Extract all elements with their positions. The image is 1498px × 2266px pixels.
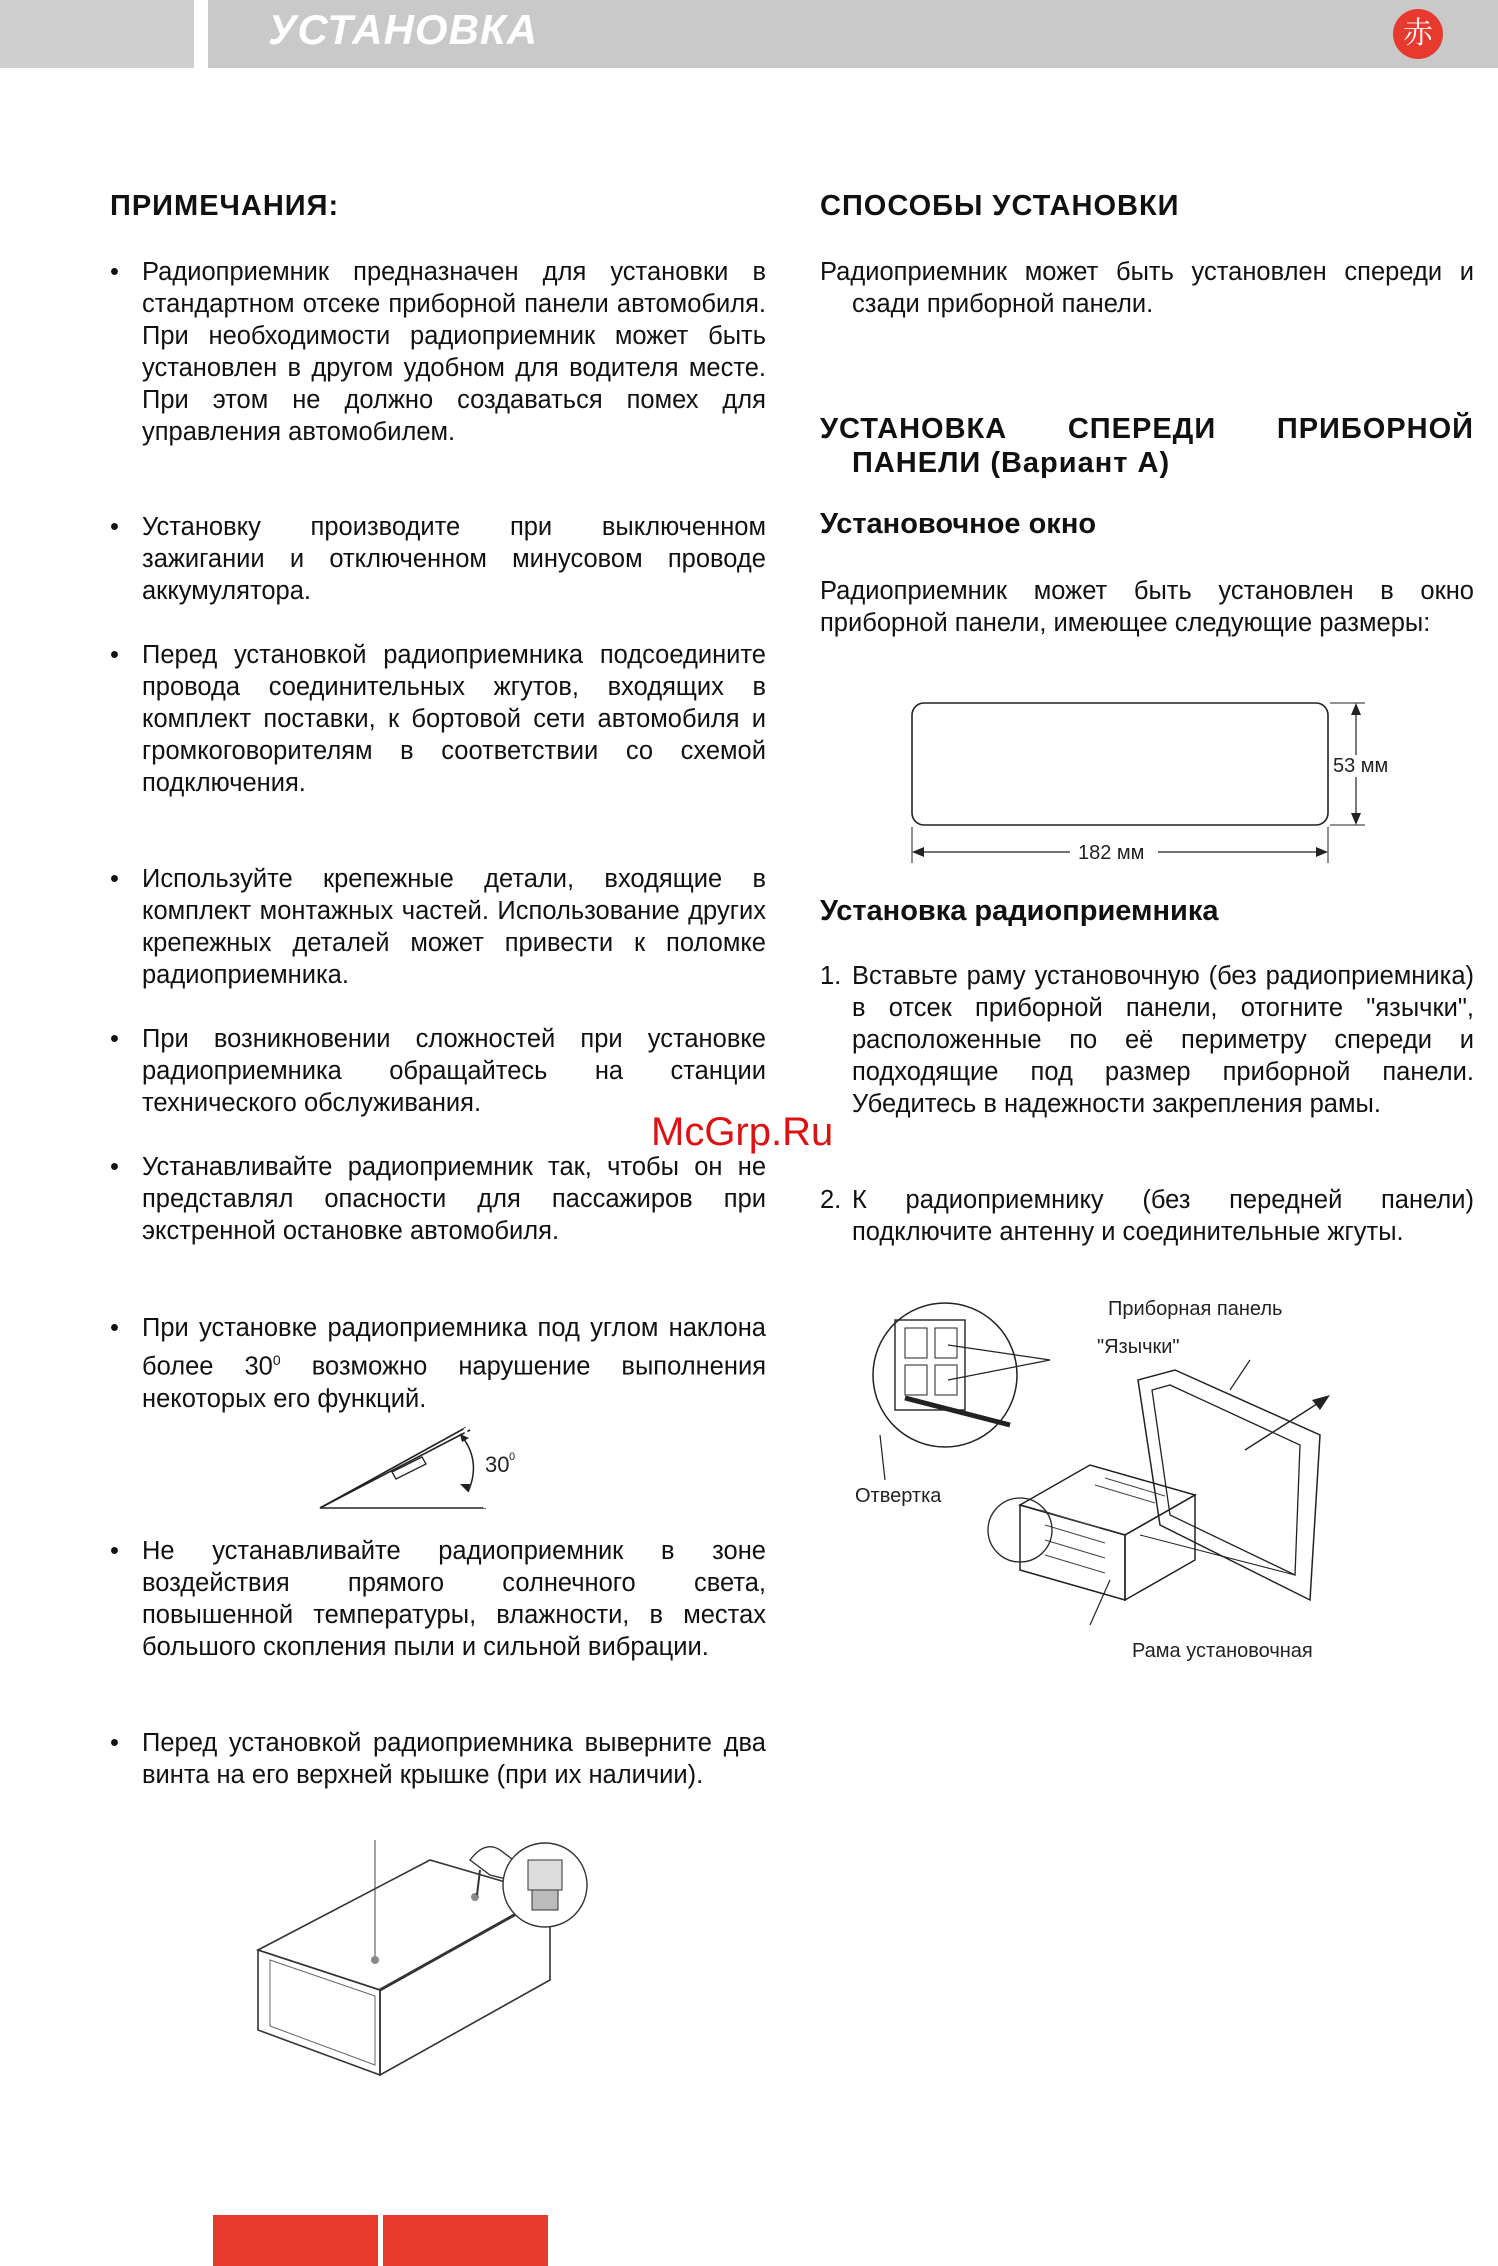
step-number: 1.	[820, 962, 842, 990]
step-text: Вставьте раму установочную (без радиоприемника) в отсек приборной панели, отогните "язычки", расположенные по её периметру спереди и подходящие под размер приборной панели. Убедитесь в надежности закрепления рамы.	[852, 962, 1474, 1118]
angle-gap	[465, 1428, 485, 1508]
frame-install-illustration	[850, 1290, 1390, 1670]
bullet-text: Перед установкой радиоприемника выверните два винта на его верхней крышке (при их наличии).	[142, 1729, 766, 1789]
dashboard-opening	[1152, 1385, 1300, 1575]
label-panel: Приборная панель	[1108, 1298, 1283, 1320]
direction-arrow	[1245, 1402, 1320, 1450]
notes-heading: ПРИМЕЧАНИЯ:	[110, 190, 340, 222]
frame-side	[1125, 1495, 1195, 1600]
install-step-2	[820, 1184, 1474, 1248]
front-bezel	[270, 1960, 375, 2065]
height-arrow-bottom	[1351, 813, 1361, 825]
zoom-screwdriver-handle	[528, 1860, 562, 1890]
frame-pointer	[1090, 1580, 1110, 1625]
methods-text	[820, 256, 1474, 320]
width-arrow-right	[1316, 847, 1328, 857]
window-paragraph: Радиоприемник может быть установлен в окно приборной панели, имеющее следующие размеры:	[820, 577, 1474, 637]
notes-bullet-6	[110, 1151, 766, 1247]
notes-bullet-angle	[110, 1312, 766, 1415]
footer-block-right	[383, 2215, 548, 2266]
watermark: McGrp.Ru	[651, 1110, 834, 1154]
angle-slope	[320, 1430, 470, 1508]
front-install-heading-text: УСТАНОВКА СПЕРЕДИ ПРИБОРНОЙ ПАНЕЛИ (Вариант А)	[820, 413, 1474, 479]
window-outline	[912, 703, 1328, 825]
insert-line	[1140, 1535, 1295, 1575]
bullet-mark: •	[110, 1025, 119, 1053]
footer-block-left	[213, 2215, 378, 2266]
bullet-text: Используйте крепежные детали, входящие в комплект монтажных частей. Использование других крепежных деталей может привести к поломке радиоприемника.	[142, 865, 766, 989]
bullet-mark: •	[110, 641, 119, 669]
angle-note-text-end: возможно нарушение выполнения некоторых его функций.	[142, 1352, 766, 1413]
bullet-mark: •	[110, 1537, 119, 1565]
notes-bullet-7	[110, 1535, 766, 1663]
radio-front	[258, 1950, 380, 2075]
frame-top	[1020, 1465, 1195, 1535]
install-heading: Установка радиоприемника	[820, 895, 1219, 927]
width-arrow-left	[912, 847, 924, 857]
notes-bullet-3	[110, 639, 766, 799]
screw-removal-illustration	[250, 1840, 590, 2090]
front-install-heading	[820, 412, 1474, 480]
step-text: К радиоприемнику (без передней панели) подключите антенну и соединительные жгуты.	[852, 1186, 1474, 1246]
bullet-text: Не устанавливайте радиоприемник в зоне воздействия прямого солнечного света, повышенной температуры, влажности, в местах большого скопления пыли и сильной вибрации.	[142, 1537, 766, 1661]
window-text	[820, 575, 1474, 639]
angle-label-sup: 0	[509, 1451, 516, 1463]
angle-label: 30	[485, 1452, 510, 1477]
screwdriver-pointer	[880, 1435, 885, 1480]
notes-bullet-1	[110, 256, 766, 448]
bullet-text: При возникновении сложностей при установке радиоприемника обращайтесь на станции технического обслуживания.	[142, 1025, 766, 1117]
notes-bullet-5	[110, 1023, 766, 1119]
height-label: 53 мм	[1333, 755, 1389, 777]
bullet-mark: •	[110, 1153, 119, 1181]
angle-note-text: При установке радиоприемника под углом наклона более 30	[142, 1314, 766, 1381]
angle-note-sup: 0	[272, 1352, 281, 1368]
notes-bullet-4	[110, 863, 766, 991]
angle-arc	[460, 1434, 473, 1492]
bullet-text: Радиоприемник предназначен для установки в стандартном отсеке приборной панели автомобиля. При необходимости радиоприемник может быть установлен в другом удобном для водителя месте. При этом не должно создаваться помех для управления автомобилем.	[142, 258, 766, 446]
bullet-text: Устанавливайте радиоприемник так, чтобы он не представлял опасности для пассажиров при экстренной остановке автомобиля.	[142, 1153, 766, 1245]
panel-pointer	[1230, 1360, 1250, 1390]
label-screwdriver: Отвертка	[855, 1485, 942, 1507]
window-heading: Установочное окно	[820, 508, 1097, 540]
header-left-block	[0, 0, 194, 68]
angle-diagram	[310, 1420, 550, 1520]
bullet-mark: •	[110, 258, 119, 286]
methods-heading: СПОСОБЫ УСТАНОВКИ	[820, 190, 1180, 222]
direction-arrowhead	[1312, 1395, 1330, 1410]
height-arrow-top	[1351, 703, 1361, 715]
bullet-mark: •	[110, 865, 119, 893]
frame-slots	[1040, 1478, 1165, 1573]
brand-logo: 赤	[1393, 9, 1443, 59]
notes-bullet-8	[110, 1727, 766, 1791]
notes-bullet-2	[110, 511, 766, 607]
bullet-mark: •	[110, 1729, 119, 1757]
screw-left	[371, 1956, 379, 1964]
bullet-text: Установку производите при выключенном зажигании и отключенном минусовом проводе аккумулятора.	[142, 513, 766, 605]
bullet-mark: •	[110, 1314, 119, 1342]
zoom-screw-head	[532, 1890, 558, 1910]
bullet-text: Перед установкой радиоприемника подсоедините провода соединительных жгутов, входящих в комплект поставки, к бортовой сети автомобиля и громкоговорителям в соответствии со схемой подключения.	[142, 641, 766, 797]
window-dimension-diagram	[890, 695, 1450, 865]
methods-paragraph: Радиоприемник может быть установлен спереди и сзади приборной панели.	[820, 258, 1474, 318]
step-number: 2.	[820, 1186, 842, 1214]
label-tabs: "Язычки"	[1097, 1336, 1180, 1358]
bullet-mark: •	[110, 513, 119, 541]
label-frame: Рама установочная	[1132, 1640, 1313, 1662]
install-step-1	[820, 960, 1474, 1120]
page-title: УСТАНОВКА	[268, 6, 539, 53]
width-label: 182 мм	[1078, 842, 1145, 864]
